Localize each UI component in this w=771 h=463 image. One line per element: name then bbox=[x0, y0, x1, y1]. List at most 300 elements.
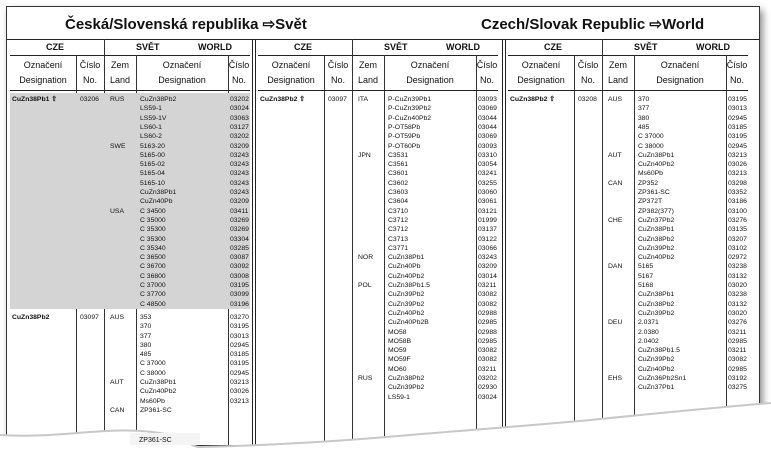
number-cell: 03243 bbox=[230, 151, 249, 159]
number-cell: 03255 bbox=[478, 179, 497, 187]
column-header bbox=[384, 55, 476, 90]
column-header-line1: Číslo bbox=[577, 60, 599, 70]
country-code: ITA bbox=[358, 96, 369, 103]
designation-cell: C 37000 bbox=[140, 282, 166, 289]
column-divider bbox=[324, 55, 325, 445]
header-cze: CZE bbox=[294, 42, 312, 52]
designation-cell: CuZn40Pb2 bbox=[140, 388, 177, 396]
designation-cell: C 35000 bbox=[140, 216, 166, 224]
number-cell: 03060 bbox=[478, 189, 497, 196]
number-cell: 02985 bbox=[478, 337, 497, 345]
number-cell: 03270 bbox=[230, 313, 249, 321]
number-cell: 03276 bbox=[728, 216, 747, 224]
number-cell: 03082 bbox=[728, 356, 747, 364]
source-number: 03208 bbox=[578, 96, 597, 103]
number-cell: 02988 bbox=[478, 309, 497, 317]
number-cell: 03195 bbox=[230, 360, 249, 368]
designation-cell: CuZn39Pb2 bbox=[388, 384, 425, 392]
designation-cell: C3712 bbox=[388, 226, 409, 234]
column-divider bbox=[384, 55, 385, 445]
number-cell: 03127 bbox=[230, 123, 249, 131]
column-header-line1: Číslo bbox=[476, 60, 498, 70]
designation-cell: 5163-20 bbox=[140, 142, 165, 150]
header-divider bbox=[104, 39, 105, 55]
designation-cell: C3712 bbox=[388, 216, 409, 224]
header-svet: SVĚT bbox=[136, 42, 160, 52]
designation-cell: 485 bbox=[140, 351, 152, 359]
column-header-line1: Číslo bbox=[228, 60, 250, 70]
column-divider bbox=[476, 55, 477, 445]
number-cell: 03069 bbox=[478, 133, 497, 141]
country-code: CHE bbox=[608, 216, 623, 224]
header-column-row bbox=[258, 55, 498, 91]
designation-cell: C 35300 bbox=[140, 235, 166, 243]
designation-cell: 370 bbox=[140, 323, 152, 331]
source-designation: CuZn38Pb1 ⇧ bbox=[12, 96, 57, 103]
designation-cell: CuZn39Pb2 bbox=[638, 356, 675, 364]
number-cell: 03211 bbox=[728, 347, 747, 355]
column-header-line2: No. bbox=[729, 75, 744, 85]
country-code: AUS bbox=[608, 96, 622, 103]
number-cell: 03269 bbox=[230, 216, 249, 224]
designation-cell: MO60 bbox=[388, 365, 407, 373]
designation-cell: C 36800 bbox=[140, 272, 166, 280]
number-cell: 03211 bbox=[478, 365, 497, 373]
designation-cell: C 34500 bbox=[140, 207, 166, 215]
column-header-line2: Designation bbox=[406, 75, 454, 85]
document-sheet bbox=[6, 6, 760, 446]
number-cell: 03132 bbox=[728, 272, 747, 280]
designation-cell: C 36500 bbox=[140, 254, 166, 262]
designation-cell: 377 bbox=[638, 105, 650, 113]
source-designation: CuZn38Pb2 bbox=[12, 313, 50, 321]
panel-separator bbox=[502, 39, 506, 445]
header-group-row bbox=[508, 39, 748, 56]
number-cell: 03196 bbox=[230, 300, 249, 308]
designation-cell: ZP361-SC bbox=[638, 189, 670, 196]
title-left: Česká/Slovenská republika ⇨Svět bbox=[65, 16, 307, 33]
number-cell: 03213 bbox=[230, 397, 249, 405]
title-bar bbox=[7, 7, 759, 40]
designation-cell: P-OT58Pb bbox=[388, 123, 421, 131]
column-header-line1: Označení bbox=[410, 60, 450, 70]
column-header-line1: Označení bbox=[23, 60, 63, 70]
column-header bbox=[76, 55, 104, 90]
designation-cell: MO58B bbox=[388, 337, 412, 345]
column-header-line2: Land bbox=[357, 75, 379, 85]
number-cell: 03132 bbox=[728, 300, 747, 308]
number-cell: 02985 bbox=[728, 337, 747, 345]
designation-cell: CuZn40Pb2 bbox=[638, 161, 675, 169]
column-header-line1: Označení bbox=[271, 60, 311, 70]
panel-3 bbox=[508, 39, 748, 445]
number-cell: 03285 bbox=[230, 244, 249, 252]
column-header-line1: Označení bbox=[162, 60, 202, 70]
number-cell: 02945 bbox=[230, 369, 249, 377]
designation-cell: CuZn40Pb2 bbox=[638, 365, 675, 373]
number-cell: 03186 bbox=[728, 198, 747, 206]
designation-cell: CuZn38Pb1 bbox=[388, 254, 425, 262]
designation-cell: LS60-2 bbox=[140, 133, 162, 141]
header-column-row bbox=[508, 55, 748, 91]
source-designation: CuZn38Pb2 ⇧ bbox=[510, 96, 555, 103]
designation-cell: MO58 bbox=[388, 328, 407, 336]
number-cell: 03243 bbox=[478, 254, 497, 262]
country-code: EHS bbox=[608, 375, 622, 382]
designation-cell: C 38000 bbox=[140, 369, 166, 377]
column-header-line1: Číslo bbox=[726, 60, 748, 70]
header-group-row bbox=[258, 39, 498, 56]
number-cell: 02988 bbox=[478, 328, 497, 336]
panel-1 bbox=[10, 39, 250, 445]
number-cell: 03195 bbox=[230, 282, 249, 289]
column-header-line1: Označení bbox=[660, 60, 700, 70]
designation-cell: CuZn38Pb1 bbox=[140, 379, 177, 386]
designation-cell: 2.0371 bbox=[638, 319, 659, 327]
designation-cell: CuZn39Pb2 bbox=[638, 244, 675, 252]
number-cell: 03044 bbox=[478, 114, 497, 122]
designation-cell: LS59-1V bbox=[140, 114, 167, 122]
number-cell: 03020 bbox=[728, 309, 747, 317]
number-cell: 03102 bbox=[728, 244, 747, 252]
number-cell: 03411 bbox=[230, 207, 249, 215]
designation-cell: C 48500 bbox=[140, 300, 166, 308]
number-cell: 03099 bbox=[230, 291, 249, 299]
column-header bbox=[258, 55, 324, 90]
shaded-group bbox=[76, 93, 104, 309]
column-header-line2: Designation bbox=[19, 75, 67, 85]
header-group-row bbox=[10, 39, 250, 56]
number-cell: 03026 bbox=[230, 388, 249, 396]
number-cell: 03202 bbox=[230, 96, 249, 103]
number-cell: 03243 bbox=[230, 179, 249, 187]
number-cell: 03195 bbox=[728, 133, 747, 141]
column-divider bbox=[726, 55, 727, 445]
header-cze: CZE bbox=[46, 42, 64, 52]
number-cell: 03008 bbox=[230, 272, 249, 280]
designation-cell: ZP361-SC bbox=[140, 406, 172, 414]
column-header bbox=[352, 55, 384, 90]
number-cell: 03209 bbox=[230, 142, 249, 150]
designation-cell: 5165 bbox=[638, 263, 654, 271]
column-header bbox=[634, 55, 726, 90]
number-cell: 03069 bbox=[478, 105, 497, 113]
column-header-line2: Designation bbox=[517, 75, 565, 85]
designation-cell: C 35300 bbox=[140, 226, 166, 234]
column-header-line1: Označení bbox=[521, 60, 561, 70]
column-header bbox=[324, 55, 352, 90]
designation-cell: C3602 bbox=[388, 179, 409, 187]
designation-cell: CuZn39Pb2 bbox=[638, 309, 675, 317]
country-code: DEU bbox=[608, 319, 623, 327]
designation-cell: CuZn40Pb bbox=[388, 263, 421, 271]
number-cell: 03269 bbox=[230, 226, 249, 234]
number-cell: 03054 bbox=[478, 161, 497, 169]
designation-cell: CuZn38Pb2 bbox=[638, 300, 675, 308]
designation-cell: C3601 bbox=[388, 170, 409, 178]
designation-cell: P-CuZn39Pb1 bbox=[388, 96, 432, 103]
designation-cell: C 37000 bbox=[140, 360, 166, 368]
number-cell: 03213 bbox=[728, 151, 747, 159]
number-cell: 03352 bbox=[728, 189, 747, 196]
header-cze: CZE bbox=[544, 42, 562, 52]
number-cell: 03211 bbox=[478, 282, 497, 289]
number-cell: 03243 bbox=[230, 170, 249, 178]
column-header-line2: No. bbox=[82, 75, 97, 85]
number-cell: 03238 bbox=[728, 263, 747, 271]
designation-cell: 5165-10 bbox=[140, 179, 165, 187]
designation-cell: MO59 bbox=[388, 347, 407, 355]
number-cell: 03024 bbox=[230, 105, 249, 113]
column-divider bbox=[634, 55, 635, 445]
designation-cell: 5165-02 bbox=[140, 161, 165, 169]
country-code: RUS bbox=[110, 96, 125, 103]
designation-cell: 485 bbox=[638, 123, 650, 131]
designation-cell: ZP372T bbox=[638, 198, 663, 206]
column-header-line1: Zem bbox=[609, 60, 627, 70]
designation-cell: C 35340 bbox=[140, 244, 166, 252]
number-cell: 02985 bbox=[728, 365, 747, 373]
designation-cell: CuZn38Pb2 bbox=[638, 235, 675, 243]
designation-cell: ZP352 bbox=[638, 179, 659, 187]
column-header-line2: Designation bbox=[656, 75, 704, 85]
number-cell: 03014 bbox=[478, 272, 497, 280]
column-header-line1: Číslo bbox=[79, 60, 101, 70]
number-cell: 03298 bbox=[728, 179, 747, 187]
column-header-line2: Land bbox=[607, 75, 629, 85]
designation-cell: CuZn38Pb2 bbox=[140, 96, 177, 103]
designation-cell: LS59-1 bbox=[388, 393, 410, 401]
number-cell: 03082 bbox=[478, 291, 497, 299]
number-cell: 03275 bbox=[728, 384, 747, 392]
designation-cell: MO59F bbox=[388, 356, 411, 364]
number-cell: 03243 bbox=[230, 161, 249, 169]
number-cell: 03241 bbox=[478, 170, 497, 178]
country-code: NOR bbox=[358, 254, 374, 262]
column-divider bbox=[574, 55, 575, 445]
source-number: 03206 bbox=[80, 96, 99, 103]
designation-cell: C3604 bbox=[388, 198, 409, 206]
column-header-line1: Zem bbox=[359, 60, 377, 70]
panel-2 bbox=[258, 39, 498, 445]
designation-cell: CuZn37Pb2 bbox=[638, 216, 675, 224]
country-code: AUS bbox=[110, 313, 124, 321]
designation-cell: CuZn38Pb1 bbox=[140, 189, 177, 196]
column-header bbox=[10, 55, 76, 90]
designation-cell: CuZn40Pb bbox=[140, 198, 173, 206]
header-world: WORLD bbox=[446, 42, 480, 52]
designation-cell: 353 bbox=[140, 313, 152, 321]
number-cell: 03092 bbox=[230, 263, 249, 271]
number-cell: 03026 bbox=[728, 161, 747, 169]
designation-cell: P-OT59Pb bbox=[388, 133, 421, 141]
column-header-line2: No. bbox=[231, 75, 246, 85]
number-cell: 03082 bbox=[478, 356, 497, 364]
number-cell: 03276 bbox=[728, 319, 747, 327]
designation-cell: C3713 bbox=[388, 235, 409, 243]
designation-cell: 5168 bbox=[638, 282, 654, 289]
header-divider bbox=[602, 39, 603, 55]
number-cell: 02985 bbox=[478, 319, 497, 327]
designation-cell: CuZn40Pb2B bbox=[388, 319, 429, 327]
country-code: AUT bbox=[608, 151, 622, 159]
number-cell: 03121 bbox=[478, 207, 497, 215]
number-cell: 03211 bbox=[728, 328, 747, 336]
designation-cell: 370 bbox=[638, 96, 650, 103]
country-code: POL bbox=[358, 282, 372, 289]
column-header bbox=[228, 55, 250, 90]
designation-cell: ZP382(377) bbox=[638, 207, 674, 215]
country-code: RUS bbox=[358, 375, 373, 382]
column-header-line2: Land bbox=[109, 75, 131, 85]
number-cell: 03100 bbox=[728, 207, 747, 215]
title-right: Czech/Slovak Republic ⇨World bbox=[481, 16, 705, 33]
number-cell: 03020 bbox=[728, 282, 747, 289]
designation-cell: C 38000 bbox=[638, 142, 664, 150]
number-cell: 03185 bbox=[728, 123, 747, 131]
header-column-row bbox=[10, 55, 250, 91]
designation-cell: Ms60Pb bbox=[638, 170, 663, 178]
designation-cell: 5167 bbox=[638, 272, 654, 280]
number-cell: 01999 bbox=[478, 216, 497, 224]
designation-cell: 377 bbox=[140, 332, 152, 340]
number-cell: 02930 bbox=[478, 384, 497, 392]
country-code: DAN bbox=[608, 263, 623, 271]
number-cell: 02972 bbox=[728, 254, 747, 262]
number-cell: 03243 bbox=[230, 189, 249, 196]
column-header-line2: No. bbox=[479, 75, 494, 85]
header-svet: SVĚT bbox=[634, 42, 658, 52]
number-cell: 03195 bbox=[230, 323, 249, 331]
number-cell: 03209 bbox=[230, 198, 249, 206]
column-header bbox=[602, 55, 634, 90]
source-number: 03097 bbox=[80, 313, 99, 321]
number-cell: 03195 bbox=[728, 96, 747, 103]
column-header bbox=[726, 55, 748, 90]
torn-page-edge bbox=[0, 395, 771, 463]
column-header-line2: No. bbox=[330, 75, 345, 85]
number-cell: 03082 bbox=[478, 347, 497, 355]
column-header-line1: Číslo bbox=[327, 60, 349, 70]
column-header bbox=[508, 55, 574, 90]
designation-cell: 380 bbox=[140, 341, 152, 349]
column-divider bbox=[352, 55, 353, 445]
panel-separator bbox=[252, 39, 256, 445]
number-cell: 02945 bbox=[728, 142, 747, 150]
column-header bbox=[104, 55, 136, 90]
number-cell: 03082 bbox=[478, 300, 497, 308]
designation-cell: C3531 bbox=[388, 151, 409, 159]
country-code: USA bbox=[110, 207, 124, 215]
column-header bbox=[476, 55, 498, 90]
number-cell: 03185 bbox=[230, 351, 249, 359]
designation-cell: 2.0380 bbox=[638, 328, 659, 336]
number-cell: 03024 bbox=[478, 393, 497, 401]
column-header-line2: Designation bbox=[158, 75, 206, 85]
source-designation: CuZn38Pb2 ⇧ bbox=[260, 96, 305, 103]
designation-cell: CuZn36Pb2Sn1 bbox=[638, 375, 687, 382]
designation-cell: 2.0402 bbox=[638, 337, 659, 345]
number-cell: 03066 bbox=[478, 244, 497, 252]
number-cell: 03087 bbox=[230, 254, 249, 262]
header-divider bbox=[352, 39, 353, 55]
number-cell: 03202 bbox=[230, 133, 249, 141]
column-header-line2: No. bbox=[580, 75, 595, 85]
number-cell: 03137 bbox=[478, 226, 497, 234]
header-world: WORLD bbox=[198, 42, 232, 52]
country-code: AUT bbox=[110, 379, 124, 386]
header-svet: SVĚT bbox=[384, 42, 408, 52]
designation-cell: CuZn38Pb1 bbox=[638, 226, 675, 234]
designation-cell: C 37700 bbox=[140, 291, 166, 299]
designation-cell: C3561 bbox=[388, 161, 409, 169]
number-cell: 03304 bbox=[230, 235, 249, 243]
designation-cell: CuZn40Pb2 bbox=[388, 309, 425, 317]
designation-cell: C3710 bbox=[388, 207, 409, 215]
number-cell: 03213 bbox=[230, 379, 249, 386]
designation-cell: P-OT60Pb bbox=[388, 142, 421, 150]
designation-cell: C3771 bbox=[388, 244, 409, 252]
number-cell: 03310 bbox=[478, 151, 497, 159]
designation-cell: C3603 bbox=[388, 189, 409, 196]
designation-cell: C 36700 bbox=[140, 263, 166, 271]
shaded-group bbox=[10, 93, 76, 309]
country-code: CAN bbox=[110, 406, 125, 414]
number-cell: 03013 bbox=[728, 105, 747, 113]
designation-cell: CuZn38Pb1 bbox=[638, 291, 675, 299]
country-code: CAN bbox=[608, 179, 623, 187]
designation-cell: Ms60Pb bbox=[140, 397, 165, 405]
designation-cell: CuZn38Pb1.5 bbox=[638, 347, 680, 355]
designation-cell: CuZn40Pb2 bbox=[388, 272, 425, 280]
designation-cell: LS59-1 bbox=[140, 105, 162, 113]
number-cell: 03207 bbox=[728, 235, 747, 243]
column-header-line1: Zem bbox=[111, 60, 129, 70]
designation-cell: P-CuZn40Pb2 bbox=[388, 114, 432, 122]
designation-cell: CuZn39Pb2 bbox=[388, 291, 425, 299]
column-header bbox=[574, 55, 602, 90]
source-number: 03097 bbox=[328, 96, 347, 103]
number-cell: 03238 bbox=[728, 291, 747, 299]
number-cell: 03213 bbox=[728, 170, 747, 178]
column-divider bbox=[602, 55, 603, 445]
number-cell: 03061 bbox=[478, 198, 497, 206]
number-cell: 03044 bbox=[478, 123, 497, 131]
designation-cell: CuZn38Pb2 bbox=[388, 375, 425, 382]
shaded-group bbox=[104, 93, 136, 309]
number-cell: 03202 bbox=[478, 375, 497, 382]
designation-cell: C 37000 bbox=[638, 133, 664, 141]
number-cell: 03063 bbox=[230, 114, 249, 122]
country-code: JPN bbox=[358, 151, 371, 159]
torn-row-text: ZP361-SC bbox=[139, 437, 172, 444]
designation-cell: CuZn40Pb2 bbox=[638, 254, 675, 262]
number-cell: 02945 bbox=[230, 341, 249, 349]
header-world: WORLD bbox=[696, 42, 730, 52]
designation-cell: LS60-1 bbox=[140, 123, 162, 131]
designation-cell: 5165-00 bbox=[140, 151, 165, 159]
country-code: SWE bbox=[110, 142, 126, 150]
number-cell: 03093 bbox=[478, 96, 497, 103]
designation-cell: P-CuZn39Pb2 bbox=[388, 105, 432, 113]
designation-cell: CuZn39Pb2 bbox=[388, 300, 425, 308]
number-cell: 02945 bbox=[728, 114, 747, 122]
number-cell: 03192 bbox=[728, 375, 747, 382]
number-cell: 03122 bbox=[478, 235, 497, 243]
number-cell: 03135 bbox=[728, 226, 747, 234]
designation-cell: 380 bbox=[638, 114, 650, 122]
designation-cell: CuZn38Pb1 bbox=[638, 151, 675, 159]
